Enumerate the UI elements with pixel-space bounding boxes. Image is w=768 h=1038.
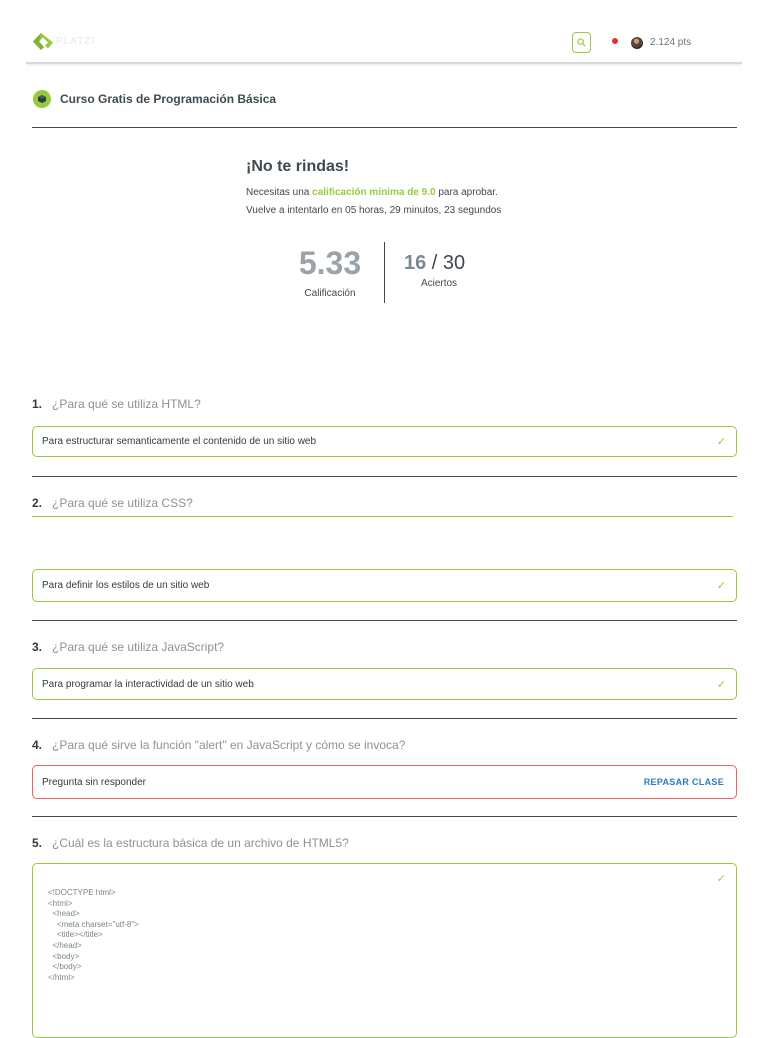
answer-text: Para estructurar semanticamente el contenido de un sitio web: [42, 436, 317, 447]
question-title: 2. ¿Para qué se utiliza CSS?: [32, 496, 193, 510]
avatar[interactable]: [631, 37, 643, 49]
check-icon: ✓: [716, 436, 726, 448]
answer-code: <!DOCTYPE html> <html> <head> <meta charset="utf-8"> <title></title> </head> <body> </body> </html>: [48, 888, 139, 982]
course-link[interactable]: [33, 90, 276, 108]
answer-box: [32, 569, 737, 602]
question-divider: [32, 476, 737, 477]
course-title: Curso Gratis de Programación Básica: [60, 92, 277, 106]
hits-label: Aciertos: [420, 278, 458, 289]
check-icon: ✓: [716, 873, 726, 885]
course-divider: [32, 127, 737, 128]
question-divider: [32, 816, 737, 817]
question-divider: [32, 718, 737, 719]
result-heading: ¡No te rindas!: [246, 158, 350, 175]
question-title: 3. ¿Para qué se utiliza JavaScript?: [32, 640, 225, 654]
retry-countdown: Vuelve a intentarlo en 05 horas, 29 minutos, 23 segundos: [246, 205, 502, 216]
logo-wordmark: PLATZI: [56, 36, 96, 47]
check-icon: ✓: [716, 678, 726, 691]
notification-dot[interactable]: [612, 38, 618, 44]
answer-box-code: [32, 863, 737, 1038]
question-title: 4. ¿Para qué sirve la función "alert" en JavaScript y cómo se invoca?: [32, 738, 406, 752]
score-divider: [384, 242, 385, 303]
top-bar: [0, 0, 768, 64]
search-button[interactable]: [572, 32, 591, 53]
answer-box: [32, 426, 737, 457]
answer-box-unanswered: [32, 765, 737, 799]
score-label: Calificación: [304, 288, 356, 299]
minimum-grade-text: Necesitas una calificación mínima de 9.0 para aprobar.: [246, 187, 498, 198]
check-icon: ✓: [716, 580, 726, 592]
answer-text: Para definir los estilos de un sitio web: [42, 580, 210, 591]
hits-value: 16 / 30: [404, 252, 466, 274]
score-value: 5.33: [298, 245, 362, 281]
answer-text: Para programar la interactividad de un sitio web: [42, 678, 254, 690]
question-title: 1. ¿Para qué se utiliza HTML?: [32, 397, 201, 411]
hits-correct: 16: [404, 252, 427, 274]
review-class-link[interactable]: REPASAR CLASE: [643, 777, 724, 787]
question-title: 5. ¿Cuál es la estructura básica de un archivo de HTML5?: [32, 836, 349, 850]
question-underline: [32, 516, 733, 517]
search-icon: [577, 38, 586, 47]
hits-total: 30: [442, 252, 466, 274]
question-divider: [32, 620, 737, 621]
user-points: 2.124 pts: [650, 37, 692, 48]
answer-box: [32, 668, 737, 700]
platzi-logo-icon[interactable]: [32, 32, 54, 52]
minimum-grade-highlight: calificación mínima de 9.0: [312, 187, 436, 198]
course-badge-icon: [33, 90, 51, 108]
answer-text: Pregunta sin responder: [42, 776, 146, 788]
header-divider: [26, 62, 742, 64]
